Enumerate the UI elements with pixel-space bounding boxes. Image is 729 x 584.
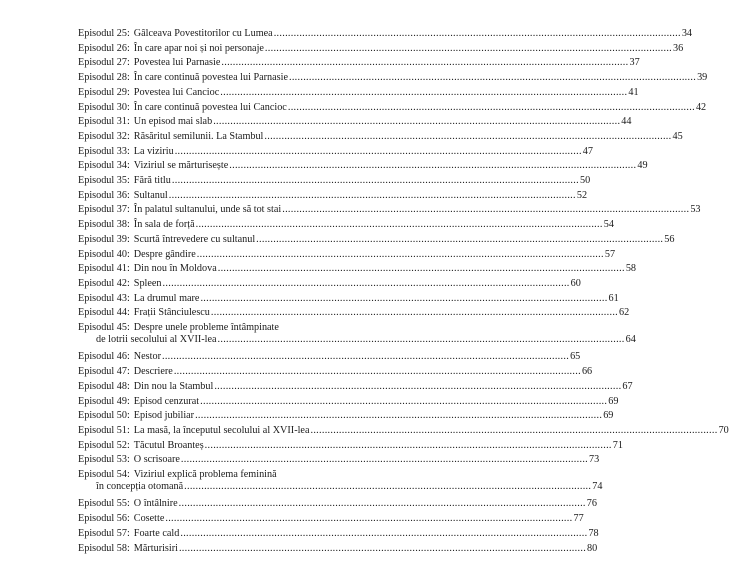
toc-entry bbox=[78, 160, 648, 172]
dot-leader bbox=[181, 454, 588, 466]
episode-title: Viziriul explică problema feminină bbox=[133, 469, 277, 480]
toc-entry bbox=[78, 366, 593, 378]
toc-entry bbox=[78, 28, 692, 40]
episode-title: În care continuă povestea lui Cancioc bbox=[133, 101, 287, 113]
episode-number: Episodul 30: bbox=[78, 101, 130, 113]
episode-number: Episodul 55: bbox=[78, 498, 130, 510]
episode-title: Din nou în Moldova bbox=[133, 263, 217, 275]
page-number: 80 bbox=[587, 542, 598, 554]
toc-entry bbox=[78, 469, 603, 493]
episode-number: Episodul 50: bbox=[78, 410, 130, 422]
episode-title: În care continuă povestea lui Parnasie bbox=[133, 72, 288, 84]
dot-leader bbox=[310, 425, 717, 437]
dot-leader bbox=[288, 102, 695, 114]
dot-leader bbox=[274, 28, 681, 40]
episode-title: O scrisoare bbox=[133, 454, 180, 466]
toc-entry bbox=[78, 395, 619, 408]
episode-title: Spleen bbox=[133, 277, 162, 289]
toc-entry bbox=[78, 248, 616, 261]
page-number: 78 bbox=[588, 527, 599, 539]
episode-number: Episodul 42: bbox=[78, 277, 130, 289]
episode-title: Episod cenzurat bbox=[133, 395, 200, 407]
page-number: 64 bbox=[625, 334, 636, 345]
page-number: 65 bbox=[570, 351, 581, 363]
episode-title: Cosette bbox=[133, 513, 165, 525]
episode-number: Episodul 40: bbox=[78, 248, 130, 260]
dot-leader bbox=[196, 219, 603, 231]
dot-leader bbox=[282, 204, 689, 216]
episode-number: Episodul 44: bbox=[78, 307, 130, 319]
toc-entry bbox=[78, 101, 707, 114]
episode-title: Frații Stânciulescu bbox=[133, 307, 210, 319]
page-number: 47 bbox=[582, 145, 593, 157]
toc-entry bbox=[78, 542, 598, 555]
episode-number: Episodul 28: bbox=[78, 72, 130, 84]
dot-leader bbox=[174, 366, 581, 378]
episode-title: La drumul mare bbox=[133, 292, 200, 304]
dot-leader bbox=[197, 249, 604, 261]
page-number: 70 bbox=[718, 424, 729, 436]
dot-leader bbox=[163, 278, 570, 290]
dot-leader bbox=[265, 43, 672, 55]
page-number: 44 bbox=[621, 116, 632, 128]
episode-number: Episodul 29: bbox=[78, 86, 130, 98]
dot-leader bbox=[169, 190, 576, 202]
dot-leader bbox=[172, 175, 579, 187]
toc-entry bbox=[78, 57, 640, 69]
episode-title: În sala de forță bbox=[133, 219, 195, 231]
page-number: 53 bbox=[690, 204, 701, 216]
page-number: 62 bbox=[619, 307, 630, 319]
episode-title: Foarte cald bbox=[133, 527, 180, 539]
page-number: 37 bbox=[629, 57, 640, 69]
toc-entry bbox=[78, 72, 708, 84]
episode-number: Episodul 25: bbox=[78, 28, 130, 39]
toc-entry bbox=[78, 42, 684, 55]
toc-entry bbox=[78, 380, 633, 393]
episode-number: Episodul 33: bbox=[78, 145, 130, 157]
episode-title: Povestea lui Parnasie bbox=[133, 57, 221, 69]
toc-entry bbox=[78, 322, 636, 346]
episode-number: Episodul 26: bbox=[78, 42, 130, 54]
toc-entry bbox=[78, 527, 599, 540]
toc-entry bbox=[78, 498, 597, 510]
episode-title: Sultanul bbox=[133, 189, 168, 201]
page-number: 50 bbox=[579, 175, 591, 186]
dot-leader bbox=[175, 146, 582, 158]
toc-entry bbox=[78, 189, 588, 202]
toc-entry bbox=[78, 439, 623, 452]
page-number: 45 bbox=[672, 130, 683, 142]
episode-title: Din nou la Stambul bbox=[133, 380, 214, 392]
dot-leader bbox=[179, 543, 586, 555]
toc-entry bbox=[78, 233, 675, 246]
dot-leader bbox=[264, 131, 671, 143]
episode-title: Scurtă întrevedere cu sultanul bbox=[133, 233, 256, 245]
toc-entry bbox=[78, 292, 619, 305]
dot-leader bbox=[195, 410, 602, 422]
page-number: 73 bbox=[589, 454, 600, 466]
page-number: 58 bbox=[625, 263, 637, 275]
toc-entry bbox=[78, 277, 581, 290]
page-number: 49 bbox=[637, 160, 648, 172]
dot-leader bbox=[211, 307, 618, 319]
episode-title: Despre gândire bbox=[133, 248, 196, 260]
episode-number: Episodul 39: bbox=[78, 233, 130, 245]
dot-leader bbox=[165, 513, 572, 525]
episode-number: Episodul 36: bbox=[78, 189, 130, 201]
episode-title-continuation: de lotrii secolului al XVII-lea bbox=[96, 334, 217, 345]
dot-leader bbox=[200, 396, 607, 408]
episode-title-continuation: în concepția otomană bbox=[96, 481, 184, 492]
episode-number: Episodul 34: bbox=[78, 160, 130, 172]
dot-leader bbox=[179, 498, 586, 510]
episode-number: Episodul 57: bbox=[78, 527, 130, 539]
episode-number: Episodul 41: bbox=[78, 263, 130, 275]
page-number: 60 bbox=[570, 277, 581, 289]
dot-leader bbox=[200, 293, 607, 305]
toc-entry bbox=[78, 86, 639, 99]
page-number: 52 bbox=[576, 189, 588, 201]
episode-title: Un episod mai slab bbox=[133, 116, 213, 128]
toc-entry bbox=[78, 175, 591, 187]
page-number: 74 bbox=[592, 481, 603, 492]
dot-leader bbox=[229, 160, 636, 172]
toc-entry bbox=[78, 454, 600, 466]
dot-leader bbox=[218, 263, 625, 275]
episode-title: Viziriul se mărturisește bbox=[133, 160, 229, 172]
page-number: 39 bbox=[697, 72, 708, 84]
dot-leader bbox=[162, 351, 569, 363]
episode-number: Episodul 35: bbox=[78, 175, 130, 186]
dot-leader bbox=[180, 528, 587, 540]
page-number: 41 bbox=[628, 86, 639, 98]
episode-title: În care apar noi și noi personaje bbox=[133, 42, 264, 54]
episode-number: Episodul 52: bbox=[78, 439, 130, 451]
episode-title: Nestor bbox=[133, 351, 161, 363]
toc-entry bbox=[78, 263, 637, 275]
episode-number: Episodul 38: bbox=[78, 219, 130, 231]
page-number: 66 bbox=[581, 366, 593, 378]
episode-title: Despre unele probleme întâmpinate bbox=[133, 322, 279, 333]
episode-number: Episodul 37: bbox=[78, 204, 130, 216]
episode-number: Episodul 47: bbox=[78, 366, 130, 378]
page-number: 34 bbox=[681, 28, 692, 39]
page-number: 36 bbox=[673, 42, 684, 54]
dot-leader bbox=[205, 440, 612, 452]
page-number: 67 bbox=[622, 380, 633, 392]
episode-title: Episod jubiliar bbox=[133, 410, 195, 422]
dot-leader bbox=[256, 234, 663, 246]
toc-entry bbox=[78, 410, 614, 422]
toc-entry bbox=[78, 116, 632, 128]
episode-title: Mărturisiri bbox=[133, 542, 178, 554]
dot-leader bbox=[214, 381, 621, 393]
page-number: 69 bbox=[608, 395, 619, 407]
dot-leader bbox=[289, 72, 696, 84]
episode-title: Descriere bbox=[133, 366, 173, 378]
episode-number: Episodul 46: bbox=[78, 351, 130, 363]
episode-title: La masă, la începutul secolului al XVII-lea bbox=[133, 424, 310, 436]
episode-number: Episodul 54: bbox=[78, 469, 130, 480]
episode-number: Episodul 53: bbox=[78, 454, 130, 466]
toc-entry bbox=[78, 513, 584, 525]
page-number: 54 bbox=[603, 219, 614, 231]
page-number: 57 bbox=[604, 248, 616, 260]
toc-entry bbox=[78, 307, 630, 319]
episode-number: Episodul 58: bbox=[78, 542, 130, 554]
dot-leader bbox=[213, 116, 620, 128]
episode-number: Episodul 27: bbox=[78, 57, 130, 69]
episode-number: Episodul 56: bbox=[78, 513, 130, 525]
page-number: 69 bbox=[603, 410, 614, 422]
toc-entry bbox=[78, 145, 593, 158]
dot-leader bbox=[218, 334, 625, 346]
page-number: 61 bbox=[608, 292, 619, 304]
episode-title: La viziriu bbox=[133, 145, 174, 157]
page-number: 56 bbox=[664, 233, 675, 245]
episode-title: Răsăritul semilunii. La Stambul bbox=[133, 130, 264, 142]
episode-number: Episodul 48: bbox=[78, 380, 130, 392]
episode-number: Episodul 31: bbox=[78, 116, 130, 128]
episode-number: Episodul 32: bbox=[78, 130, 130, 142]
episode-number: Episodul 45: bbox=[78, 322, 130, 333]
toc-entry bbox=[78, 204, 701, 216]
page-number: 77 bbox=[573, 513, 584, 525]
episode-title: Tăcutul Broanteș bbox=[133, 439, 204, 451]
toc-entry bbox=[78, 351, 581, 363]
episode-number: Episodul 51: bbox=[78, 424, 130, 436]
episode-title: Gâlceava Povestitorilor cu Lumea bbox=[133, 28, 273, 39]
toc-entry bbox=[78, 424, 729, 437]
episode-title: Fără titlu bbox=[133, 175, 171, 186]
page-number: 76 bbox=[586, 498, 597, 510]
page-number: 71 bbox=[612, 439, 623, 451]
episode-number: Episodul 49: bbox=[78, 395, 130, 407]
dot-leader bbox=[220, 87, 627, 99]
page-number: 42 bbox=[695, 101, 707, 113]
episode-title: În palatul sultanului, unde să tot stai bbox=[133, 204, 282, 216]
dot-leader bbox=[221, 57, 628, 69]
dot-leader bbox=[184, 481, 591, 493]
toc-entry bbox=[78, 219, 614, 231]
episode-title: O întâlnire bbox=[133, 498, 178, 510]
episode-title: Povestea lui Cancioc bbox=[133, 86, 220, 98]
toc-entry bbox=[78, 130, 683, 143]
episode-number: Episodul 43: bbox=[78, 292, 130, 304]
